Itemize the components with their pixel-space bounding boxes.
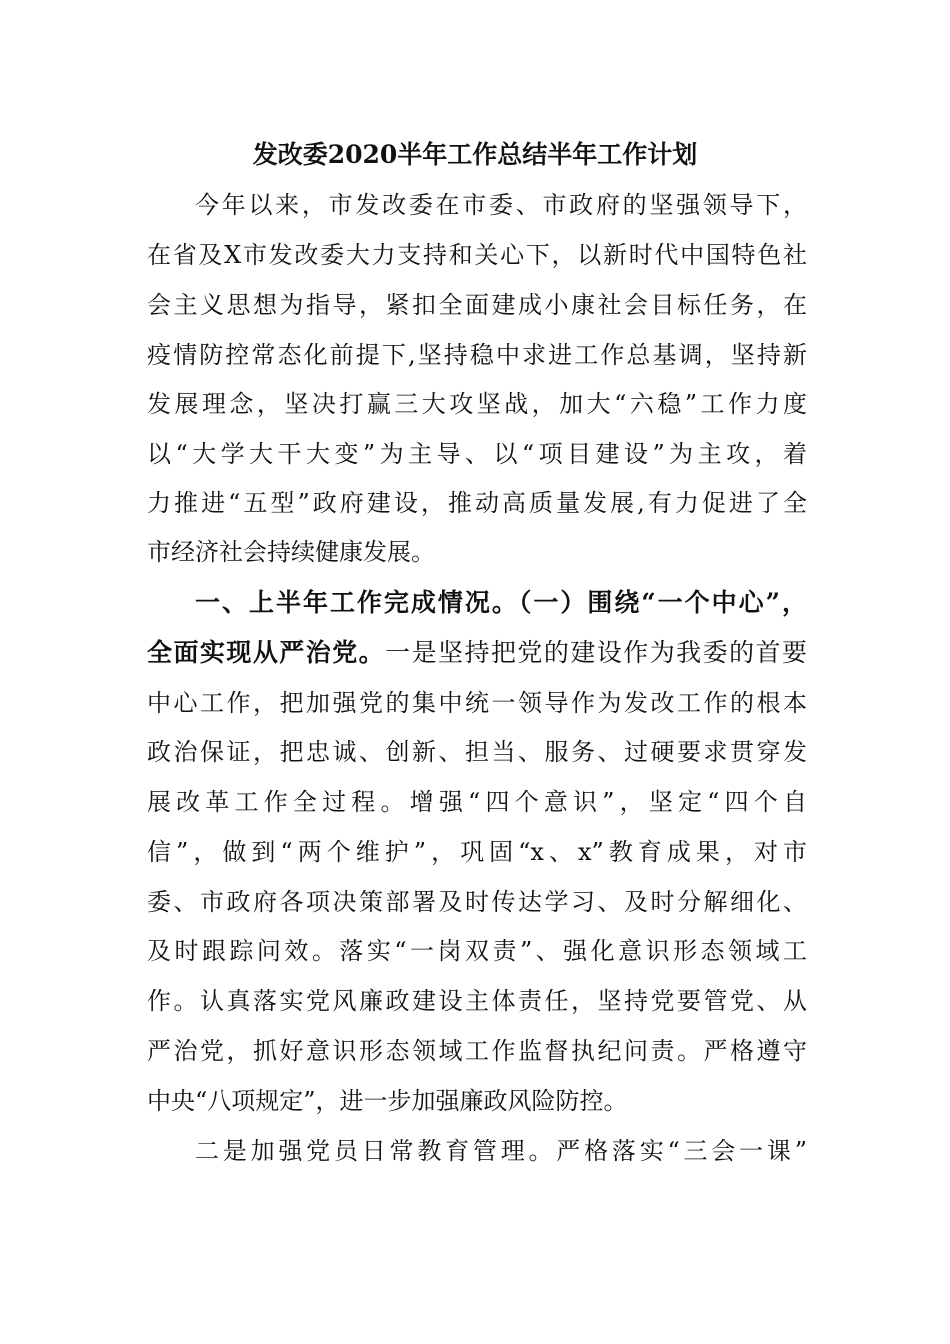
intro-line-8: 市经济社会持续健康发展。 xyxy=(147,538,435,566)
intro-line-3: 会主义思想为指导，紧扣全面建成小康社会目标任务，在 xyxy=(147,291,807,319)
section-heading-line-2 xyxy=(147,636,807,670)
section-heading-line-2-rest: 一是坚持把党的建设作为我委的首要 xyxy=(385,638,807,667)
document-title: 发改委2020半年工作总结半年工作计划 xyxy=(252,140,698,169)
intro-line-6: 以“大学大干大变”为主导、以“项目建设”为主攻，着 xyxy=(147,440,807,468)
section1-line-3: 展改革工作全过程。增强“四个意识”，坚定“四个自 xyxy=(147,788,807,816)
section-heading-line-1: 一、上半年工作完成情况。（一）围绕“一个中心”， xyxy=(195,588,807,617)
intro-line-2: 在省及X市发改委大力支持和关心下，以新时代中国特色社 xyxy=(147,241,807,269)
section1-line-7: 作。认真落实党风廉政建设主体责任，坚持党要管党、从 xyxy=(147,987,807,1015)
intro-line-7: 力推进“五型”政府建设，推动高质量发展,有力促进了全 xyxy=(147,489,807,517)
intro-line-4: 疫情防控常态化前提下,坚持稳中求进工作总基调，坚持新 xyxy=(147,341,807,369)
intro-line-1: 今年以来，市发改委在市委、市政府的坚强领导下， xyxy=(195,191,807,219)
section1-line-9: 中央“八项规定”，进一步加强廉政风险防控。 xyxy=(147,1087,628,1115)
section1-line-4: 信”，做到“两个维护”，巩固“x、x”教育成果，对市 xyxy=(147,838,807,866)
section1-line-6: 及时跟踪问效。落实“一岗双责”、强化意识形态领域工 xyxy=(147,937,807,965)
section1-line-1: 中心工作，把加强党的集中统一领导作为发改工作的根本 xyxy=(147,689,807,717)
intro-line-5: 发展理念，坚决打赢三大攻坚战，加大“六稳”工作力度 xyxy=(147,390,807,418)
para3-line-1: 二是加强党员日常教育管理。严格落实“三会一课” xyxy=(195,1137,807,1165)
section1-line-8: 严治党，抓好意识形态领域工作监督执纪问责。严格遵守 xyxy=(147,1037,807,1065)
section1-line-5: 委、市政府各项决策部署及时传达学习、及时分解细化、 xyxy=(147,888,807,916)
section-subheading: 全面实现从严治党。 xyxy=(147,638,386,667)
section1-line-2: 政治保证，把忠诚、创新、担当、服务、过硬要求贯穿发 xyxy=(147,738,807,766)
